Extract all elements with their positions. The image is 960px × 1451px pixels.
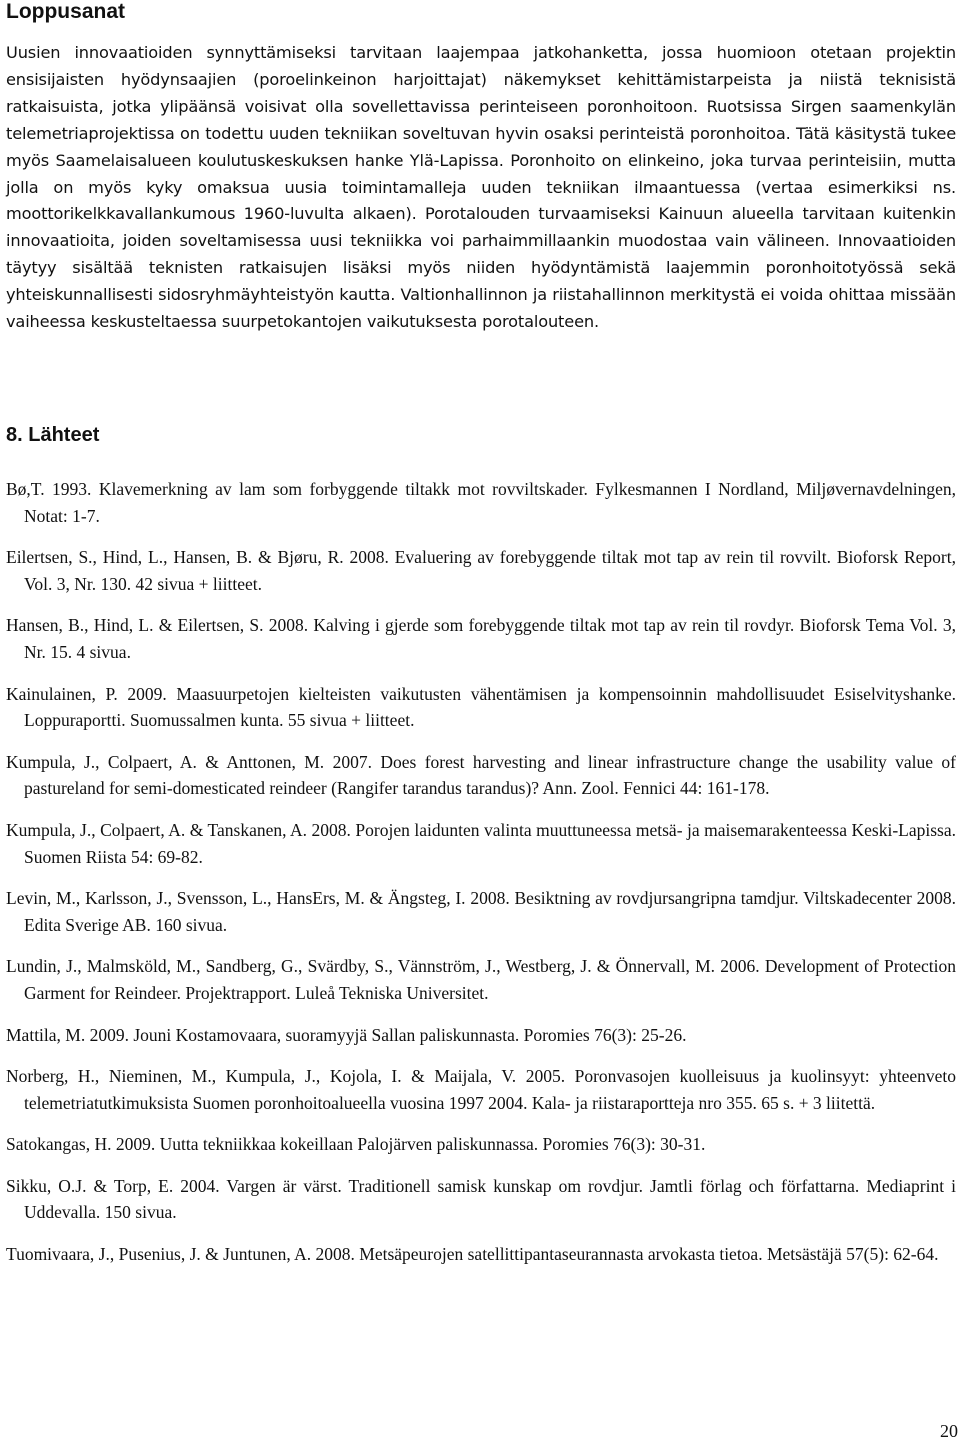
reference-item: Mattila, M. 2009. Jouni Kostamovaara, suoramyyjä Sallan paliskunnasta. Poromies 76(3): 25-26. (6, 1024, 687, 1045)
reference-item: Eilertsen, S., Hind, L., Hansen, B. & Bjøru, R. 2008. Evaluering av forebyggende tiltak mot tap av rein til rovvilt. Bioforsk Report, Vol. 3, Nr. 130. 42 sivua + liitteet. (6, 547, 956, 594)
reference-item: Norberg, H., Nieminen, M., Kumpula, J., Kojola, I. & Maijala, V. 2005. Poronvasojen kuolleisuus ja kuolinsyyt: yhteenveto telemetriatutkimuksista Suomen poronhoitoalueella vuosina 1997 2004. Kala- ja riistaraportteja nro 355. 65 s. + 3 liitettä. (6, 1066, 956, 1113)
body-paragraph: Uusien innovaatioiden synnyttämiseksi tarvitaan laajempaa jatkohanketta, jossa huomioon otetaan projektin ensisijaisten hyödynsaajien (poroelinkeinon harjoittajat) näkemykset kehittämistarpeista ja niistä teknisistä ratkaisuista, jotka ylipäänsä voisivat olla sovellettavissa perinteiseen poronhoitoon. Ruotsissa Sirgen saamenkylän telemetriaprojektissa on todettu uuden tekniikan soveltuvan hyvin osaksi perinteistä poronhoitoa. Tätä käsitystä tukee myös Saamelaisalueen koulutuskeskuksen hanke Ylä-Lapissa. Poronhoito on elinkeino, joka turvaa perinteisiin, mutta jolla on myös kyky omaksua uusia toimintamalleja uuden tekniikan ilmaantuessa (vertaa esimerkiksi ns. moottorikelkkavallankumous 1960-luvulta alkaen). Porotalouden turvaamiseksi Kainuun alueella tarvitaan kuitenkin innovaatioita, joiden soveltamisessa uusi tekniikka voi parhaimmillaankin muodostaa vain välineen. Innovaatioiden täytyy sisältää teknisten ratkaisujen lisäksi myös niiden hyödyntämistä laajemmin poronhoitotyössä sekä yhteiskunnallisesti sidosryhmäyhteistyön kautta. Valtionhallinnon ja riistahallinnon merkitystä ei voida ohittaa missään vaiheessa keskusteltaessa suurpetokantojen vaikutuksesta porotalouteen. (6, 43, 956, 332)
reference-item: Kainulainen, P. 2009. Maasuurpetojen kielteisten vaikutusten vähentämisen ja kompensoinnin mahdollisuudet Esiselvityshanke. Loppuraportti. Suomussalmen kunta. 55 sivua + liitteet. (6, 683, 956, 731)
references-heading: 8. Lähteet (6, 424, 100, 446)
page-number: 20 (940, 1421, 958, 1441)
section-title: Loppusanat (6, 0, 125, 23)
references-list (6, 476, 956, 1283)
reference-item: Kumpula, J., Colpaert, A. & Tanskanen, A. 2008. Porojen laidunten valinta muuttuneessa metsä- ja maisemarakenteessa Keski-Lapissa. Suomen Riista 54: 69-82. (6, 819, 956, 867)
reference-item: Lundin, J., Malmsköld, M., Sandberg, G., Svärdby, S., Vännström, J., Westberg, J. & Önnervall, M. 2006. Development of Protection Garment for Reindeer. Projektrapport. Luleå Tekniska Universitet. (6, 956, 956, 1003)
reference-item: Levin, M., Karlsson, J., Svensson, L., HansErs, M. & Ängsteg, I. 2008. Besiktning av rovdjursangripna tamdjur. Viltskadecenter 2008. Edita Sverige AB. 160 sivua. (6, 888, 956, 935)
reference-item: Satokangas, H. 2009. Uutta tekniikkaa kokeillaan Palojärven paliskunnassa. Poromies 76(3): 30-31. (6, 1134, 706, 1155)
reference-item: Bø,T. 1993. Klavemerkning av lam som forbyggende tiltakk mot rovviltskader. Fylkesmannen I Nordland, Miljøvernavdelningen, Notat: 1-7. (6, 479, 956, 526)
reference-item: Tuomivaara, J., Pusenius, J. & Juntunen, A. 2008. Metsäpeurojen satellittipantaseurannasta arvokasta tietoa. Metsästäjä 57(5): 62-64. (6, 1244, 939, 1265)
reference-item: Hansen, B., Hind, L. & Eilertsen, S. 2008. Kalving i gjerde som forebyggende tiltak mot tap av rein til rovdyr. Bioforsk Tema Vol. 3, Nr. 15. 4 sivua. (6, 615, 956, 662)
reference-item: Kumpula, J., Colpaert, A. & Anttonen, M. 2007. Does forest harvesting and linear infrastructure change the usability value of pastureland for semi-domesticated reindeer (Rangifer tarandus tarandus)? Ann. Zool. Fennici 44: 161-178. (6, 751, 956, 799)
reference-item: Sikku, O.J. & Torp, E. 2004. Vargen är värst. Traditionell samisk kunskap om rovdjur. Jamtli förlag och författarna. Mediaprint i Uddevalla. 150 sivua. (6, 1175, 956, 1223)
